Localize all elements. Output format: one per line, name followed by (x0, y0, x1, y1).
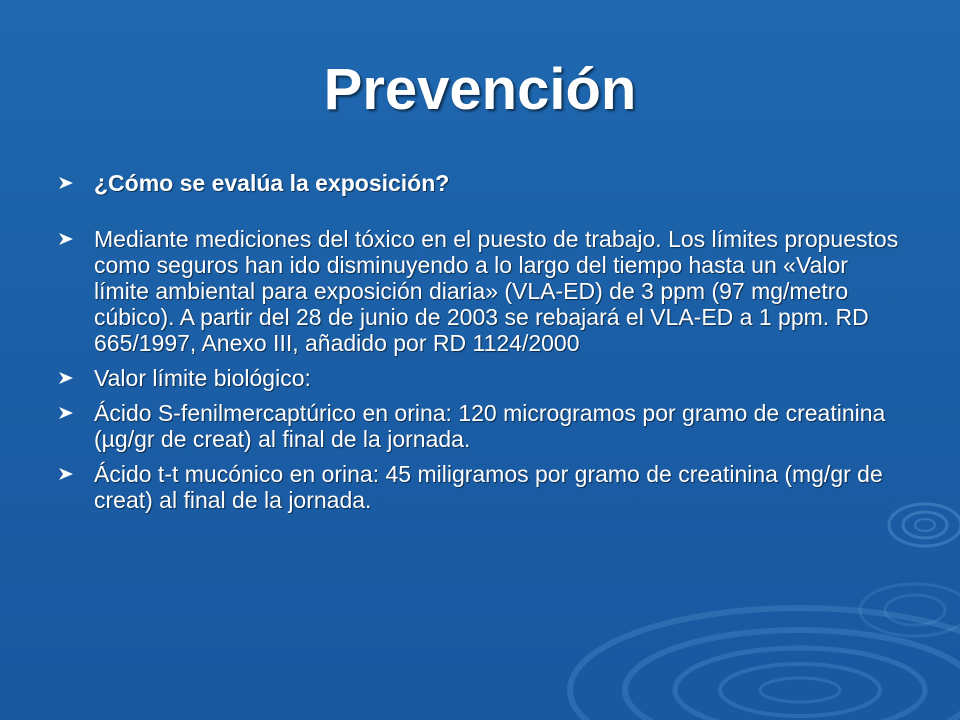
slide-title: Prevención (323, 57, 637, 122)
bullet-list (58, 170, 904, 513)
bullet-text: ¿Cómo se evalúa la exposición? (94, 170, 450, 196)
bullet-text: Ácido S-fenilmercaptúrico en orina: 120 microgramos por gramo de creatinina (µg/gr de creat) al final de la jornada. (94, 400, 886, 452)
bullet-item (58, 461, 904, 513)
bullet-text: Ácido t-t mucónico en orina: 45 miligramos por gramo de creatinina (mg/gr de creat) al final de la jornada. (94, 461, 883, 513)
arrow-bullet-icon (58, 371, 74, 385)
bullet-item (58, 365, 904, 391)
bullet-text: Valor límite biológico: (94, 365, 311, 391)
bullet-item (58, 400, 904, 452)
bullet-item (58, 226, 904, 356)
bullet-text: Mediante mediciones del tóxico en el puesto de trabajo. Los límites propuestos como seguros han ido disminuyendo a lo largo del tiempo hasta un «Valor límite ambiental para exposición diaria» (VLA-ED) de 3 ppm (97 mg/metro cúbico). A partir del 28 de junio de 2003 se rebajará el VLA-ED a 1 ppm. RD 665/1997, Anexo III, añadido por RD 1124/2000 (94, 226, 899, 356)
arrow-bullet-icon (58, 467, 74, 481)
arrow-bullet-icon (58, 406, 74, 420)
arrow-bullet-icon (58, 232, 74, 246)
arrow-bullet-icon (58, 176, 74, 190)
bullet-item (58, 170, 904, 196)
